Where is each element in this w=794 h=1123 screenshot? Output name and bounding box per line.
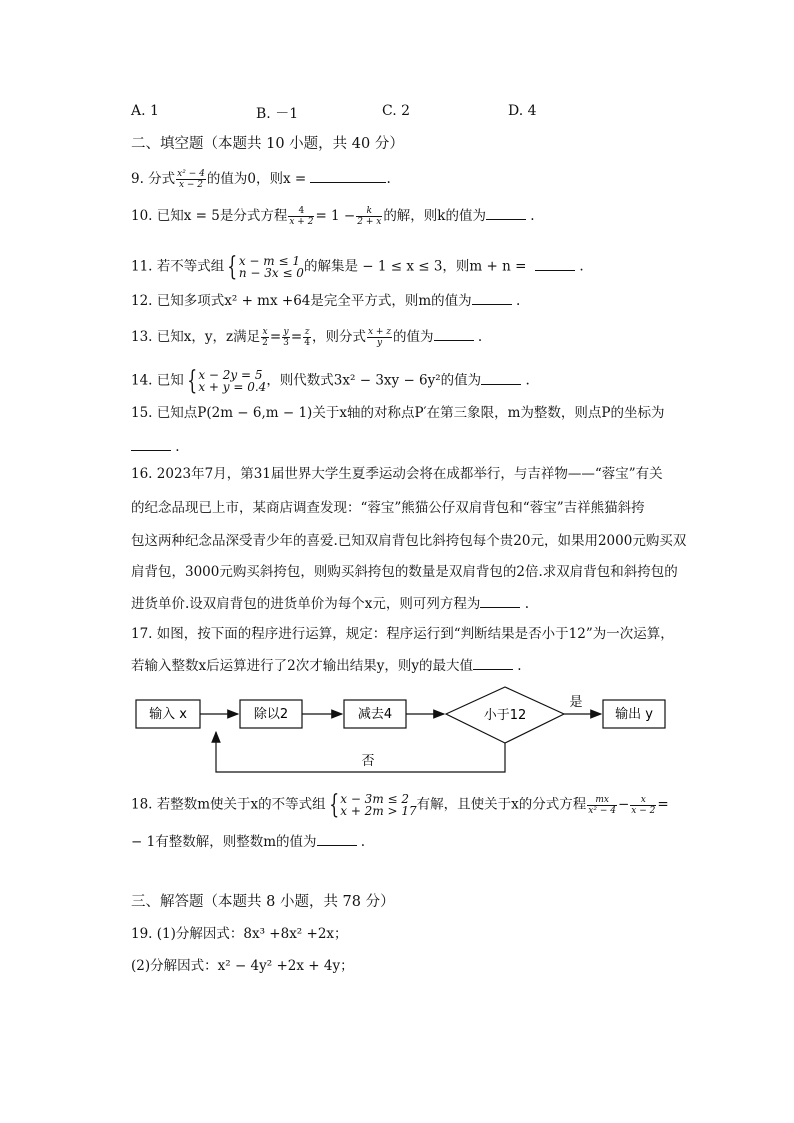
flow-subtract-label: 减去4 <box>357 707 393 722</box>
flow-input-label: 输入 x <box>149 707 187 722</box>
q18-system <box>340 793 416 817</box>
q13-expr-num: x + z <box>367 327 392 337</box>
question-17-line-1: 17. 如图，按下面的程序进行运算，规定：程序运行到“判断结果是否小于12”为一次运算， <box>131 626 674 642</box>
q18-brace: { <box>328 790 339 820</box>
q10-end: . <box>530 208 535 224</box>
q14-end: . <box>525 372 530 389</box>
q18-text-2: − 1有整数解，则整数m的值为 <box>131 834 317 850</box>
q13-3: 3 <box>283 338 289 348</box>
question-16-line-1: 16. 2023年7月，第31届世界大学生夏季运动会将在成都举行，与吉祥物——“蓉宝”有关 <box>131 466 663 482</box>
q10-den-2: 2 + x <box>357 217 382 227</box>
q11-end: . <box>579 258 584 275</box>
flow-output-label: 输出 y <box>615 707 653 722</box>
question-16-line-3: 包这两种纪念品深受青少年的喜爱.已知双肩背包比斜挎包每个贵20元，如果用2000元购买双 <box>131 533 687 549</box>
q14-prefix: 14. 已知 <box>131 372 184 389</box>
q13-2: 2 <box>262 338 268 348</box>
q18-prefix: 18. 若整数m使关于x的不等式组 <box>131 796 326 813</box>
q11-suffix: 的解集是 − 1 ≤ x ≤ 3，则m + n = <box>303 258 531 275</box>
q13-z: z <box>304 327 310 337</box>
question-19-part-2: (2)分解因式：x² − 4y² +2x + 4y； <box>131 958 354 974</box>
q18-minus: − <box>617 796 630 813</box>
q18-fraction-1 <box>587 795 617 816</box>
q10-den-1: x + 2 <box>289 217 314 227</box>
option-b: B. －1 <box>256 106 299 122</box>
q13-expr-den: y <box>376 338 383 348</box>
q11-prefix: 11. 若不等式组 <box>131 258 225 275</box>
q13-middle: ，则分式 <box>311 329 366 345</box>
q10-prefix: 10. 已知x = 5是分式方程 <box>131 208 288 224</box>
q18-num-2: x <box>630 795 656 806</box>
flow-yes-label: 是 <box>569 695 583 710</box>
q12-end: . <box>515 293 521 309</box>
q14-suffix: ，则代数式3x² − 3xy − 6y²的值为 <box>266 372 482 389</box>
q9-suffix: 的值为0，则x = <box>206 171 311 187</box>
flow-divide-label: 除以2 <box>253 707 289 722</box>
q10-suffix: 的解，则k的值为 <box>383 208 486 224</box>
q10-middle: = 1 − <box>315 208 356 224</box>
q13-x: x <box>262 327 268 337</box>
q9-denominator: x − 2 <box>178 180 204 190</box>
q15-end: . <box>175 439 180 455</box>
q11-brace: { <box>227 252 238 282</box>
q12-text: 12. 已知多项式x² + mx +64是完全平方式，则m的值为 <box>131 293 472 309</box>
q18-answer-blank[interactable] <box>317 831 357 846</box>
section-heading-solve: 三、解答题（本题共 8 小题，共 78 分） <box>131 894 395 910</box>
q17-text: 若输入整数x后运算进行了2次才输出结果y，则y的最大值 <box>131 658 473 674</box>
q13-suffix: 的值为 <box>393 329 434 345</box>
q18-row-1: x − 3m ≤ 2 <box>340 792 410 806</box>
question-15: 15. 已知点P(2m − 6,m − 1)关于x轴的对称点P′在第三象限，m为整数，则点P的坐标为 <box>131 405 665 421</box>
q16-end: . <box>524 596 529 612</box>
q18-den-2: x − 2 <box>631 805 656 816</box>
q16-text: 进货单价.设双肩背包的进货单价为每个x元，则可列方程为 <box>131 596 481 612</box>
q13-prefix: 13. 已知x，y，z满足 <box>131 329 261 345</box>
option-c: C. 2 <box>382 103 411 119</box>
question-19-part-1: 19. (1)分解因式：8x³ +8x² +2x； <box>131 926 348 942</box>
question-16-line-2: 的纪念品现已上市，某商店调查发现：“蓉宝”熊猫公仔双肩背包和“蓉宝”吉祥熊猫斜挎 <box>131 500 645 516</box>
q9-prefix: 9. 分式 <box>131 171 176 187</box>
q13-end: . <box>477 329 483 345</box>
question-18-line-2 <box>131 831 365 852</box>
section-heading-fill-blank: 二、填空题（本题共 10 小题，共 40 分） <box>131 136 404 152</box>
question-13: 13. 已知x，y，z满足 $\frac{x}{2}$ = $\frac{y}{3}$ = $\frac{z}{4}$ ，则分式 $\frac{x + z}{y}$ 的值为 . <box>131 327 483 348</box>
q18-middle: 有解，且使关于x的分式方程 <box>416 796 587 813</box>
q11-row-2: n − 3x ≤ 0 <box>238 266 304 280</box>
q18-equals: = <box>657 796 669 813</box>
q17-end: . <box>517 658 522 674</box>
q18-den-1: x² − 4 <box>588 805 616 816</box>
q18-row-2: x + 2m > 17 <box>340 804 417 818</box>
option-a: A. 1 <box>131 103 159 119</box>
q13-4: 4 <box>304 338 310 348</box>
q18-fraction-2 <box>630 795 656 816</box>
q14-row-1: x − 2y = 5 <box>198 368 263 382</box>
option-d: D. 4 <box>508 103 537 119</box>
q14-row-2: x + y = 0.4 <box>198 380 267 394</box>
q9-numerator: x² − 4 <box>177 169 205 179</box>
q10-num-1: 4 <box>288 206 314 217</box>
q18-num-1: mx <box>587 795 617 806</box>
q11-row-1: x − m ≤ 1 <box>238 254 300 268</box>
q13-y: y <box>283 327 289 337</box>
q18-end: . <box>360 834 366 850</box>
flow-decision-label: 小于12 <box>483 708 527 723</box>
q10-num-2: k <box>356 206 382 217</box>
question-18 <box>131 792 669 818</box>
flow-no-label: 否 <box>361 754 375 769</box>
question-16-line-4: 肩背包，3000元购买斜挎包，则购买斜挎包的数量是双肩背包的2倍.求双肩背包和斜挎包的 <box>131 564 678 580</box>
q14-brace: { <box>187 366 198 396</box>
q9-end: . <box>386 171 391 187</box>
